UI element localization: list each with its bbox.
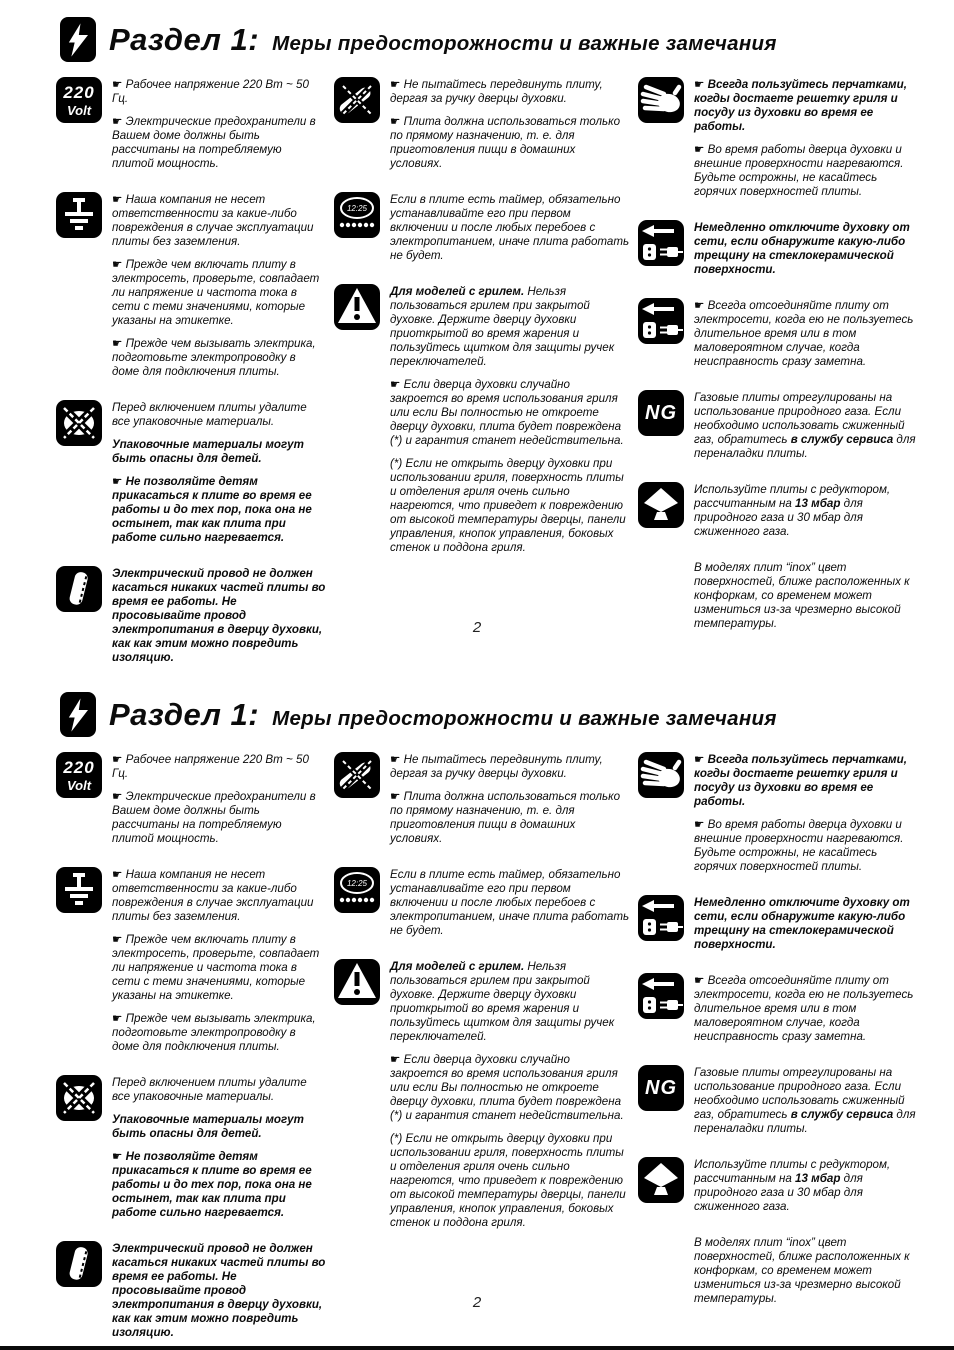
volt-value: 220 <box>63 82 95 102</box>
info-block <box>56 1075 326 1229</box>
paragraph <box>112 401 326 429</box>
paragraph <box>112 258 326 328</box>
ground-icon <box>56 867 102 913</box>
paragraph <box>694 221 920 277</box>
info-block <box>334 867 630 947</box>
timer-display: 12:25 <box>346 879 368 888</box>
volt-unit: Volt <box>66 102 92 118</box>
block-text <box>112 77 326 180</box>
paragraph <box>112 78 326 106</box>
text-run: Нельзя пользоваться грилем при закрытой духовке. Держите дверцу духовки приоткрытой во время жарения и пользуйтесь щитком для защиты ручек переключателей. <box>390 960 615 1043</box>
paragraph <box>112 567 326 665</box>
text-run: ☛ Электрические предохранители в Вашем доме должны быть рассчитаны на потребляемую плитой мощность. <box>112 790 316 845</box>
text-run: ☛ Если дверца духовки случайно закроется во время использования гриля или если Вы полностью не откроете дверцу духовки, плита будет повреждена (*) и гарантия станет недействительна. <box>390 1053 624 1122</box>
block-text <box>694 77 920 208</box>
column-2 <box>334 77 630 675</box>
unplug-icon <box>638 298 684 344</box>
section-header <box>0 675 954 737</box>
info-block <box>334 284 630 564</box>
paragraph <box>694 78 920 134</box>
text-run: ☛ Во время работы дверца духовки и внешние проверхности нагреваются. Будьте острожны, не касайтесь горячих поверхностей плиты. <box>694 818 904 873</box>
text-run: Используйте плиты с редуктором, рассчитанным на <box>694 483 891 510</box>
text-run: Если в плите есть таймер, обязательно устанавливайте его при первом включении и после любых перебоев с электропитанием, иначе плита работать не будет. <box>390 868 630 937</box>
text-run: ☛ Прежде чем включать плиту в электросеть, проверьте, совпадает ли напряжение и частота тока в сети с теми значениями, которые указаны на этикетке. <box>112 258 320 327</box>
ng-text: NG <box>645 402 677 424</box>
paragraph <box>390 790 630 846</box>
warning-icon <box>334 959 380 1005</box>
text-run: ☛ Плита должна использоваться только по прямому назначению, т. е. для приготовления пищи в домашних условиях. <box>390 790 621 845</box>
paragraph <box>112 1012 326 1054</box>
column-3 <box>638 77 920 675</box>
paragraph <box>112 868 326 924</box>
power-cord-icon <box>56 1241 102 1287</box>
paragraph <box>390 115 630 171</box>
text-run: (*) Если не открыть дверцу духовки при использовании гриля, поверхность плиты и отделения гриля очень сильно нагреются, что приведет к повреждению от высокой температуры дверцы, панели управления, кнопок управления, боковых стенок и поддона гриля. <box>390 1132 626 1229</box>
power-cord-icon <box>56 566 102 612</box>
volt-220-label <box>56 77 102 123</box>
timer-icon <box>334 192 380 238</box>
volt-220-label <box>56 752 102 798</box>
text-run: В моделях плит “inox” цвет поверхностей, ближе расположенных к конфоркам, со временем может измениться из-за чрезмерно высокой температуры. <box>694 561 910 630</box>
no-pull-handle-icon <box>334 752 380 798</box>
text-run: в службу сервиса <box>790 1108 894 1121</box>
column-3 <box>638 752 920 1350</box>
column-2 <box>334 752 630 1350</box>
no-pull-handle-icon <box>334 77 380 123</box>
paragraph <box>694 818 920 874</box>
text-run: ☛ Всегда отсоединяйте плиту от электросети, когда ею не пользуетесь длительное время или в том маловероятном случае, когда неисправность сразу заметна. <box>694 974 914 1043</box>
block-text <box>694 482 920 548</box>
paragraph <box>390 193 630 263</box>
info-block <box>334 77 630 180</box>
icon-spacer <box>638 1235 684 1281</box>
text-run: ☛ Всегда пользуйтесь перчатками, когды достаете решетку гриля и посуду из духовки во время ее работы. <box>694 753 907 808</box>
text-run: Для моделей с грилем. <box>390 960 528 973</box>
unplug-icon <box>638 895 684 941</box>
paragraph <box>694 753 920 809</box>
info-block <box>638 895 920 961</box>
text-run: для переналадки плиты. <box>694 1108 916 1135</box>
paragraph <box>390 753 630 781</box>
paragraph <box>112 1113 326 1141</box>
block-text <box>112 867 326 1063</box>
block-text <box>694 390 920 470</box>
paragraph <box>390 868 630 938</box>
paragraph <box>390 78 630 106</box>
section-title: Раздел 1: <box>109 696 260 732</box>
paragraph <box>390 960 630 1044</box>
block-text <box>390 284 630 564</box>
info-block <box>638 77 920 208</box>
block-text <box>694 895 920 961</box>
text-run: в службу сервиса <box>790 433 894 446</box>
text-run: ☛ Прежде чем вызывать электрика, подготовьте электропроводку в доме для подключения плиты. <box>112 337 316 378</box>
glove-icon <box>638 77 684 123</box>
content-columns <box>0 62 954 675</box>
warning-icon <box>334 284 380 330</box>
paragraph <box>112 1150 326 1220</box>
paragraph <box>112 1242 326 1340</box>
text-run: ☛ Не позволяйте детям прикасаться к плите во время ее работы и до тех пор, пока она не остынет, так как плита при работе сильно нагревается. <box>112 475 312 544</box>
page-number: 2 <box>472 1294 482 1311</box>
packaging-crossed-icon <box>56 1075 102 1121</box>
block-text <box>112 400 326 554</box>
block-text <box>390 77 630 180</box>
text-run: для переналадки плиты. <box>694 433 916 460</box>
column-1 <box>56 752 326 1350</box>
block-text <box>694 752 920 883</box>
block-text <box>694 1157 920 1223</box>
text-run: для природного газа и 30 мбар для сжиженного газа. <box>694 497 863 538</box>
block-text <box>694 220 920 286</box>
text-run: Газовые плиты отрегулированы на использование природного газа. Если необходимо использовать сжиженный газ, обратитесь <box>694 391 905 446</box>
info-block <box>56 192 326 388</box>
info-block <box>56 752 326 855</box>
text-run: 13 мбар <box>795 1172 841 1185</box>
content-columns <box>0 737 954 1350</box>
paragraph <box>694 483 920 539</box>
icon-spacer <box>638 560 684 606</box>
info-block <box>334 959 630 1239</box>
text-run: ☛ Если дверца духовки случайно закроется во время использования гриля или если Вы полностью не откроете дверцу духовки, плита будет повреждена (*) и гарантия станет недействительна. <box>390 378 624 447</box>
unplug-icon <box>638 973 684 1019</box>
text-run: Немедленно отключите духовку от сети, если обнаружите какую-либо трещину на стеклокерамической поверхности. <box>694 896 910 951</box>
text-run: Используйте плиты с редуктором, рассчитанным на <box>694 1158 891 1185</box>
paragraph <box>694 896 920 952</box>
section-header <box>0 0 954 62</box>
natural-gas-icon <box>638 390 684 436</box>
unplug-icon <box>638 220 684 266</box>
paragraph <box>694 1066 920 1136</box>
text-run: Электрический провод не должен касаться никаких частей плиты во время ее работы. Не просовывайте провод электропитания в дверцу духовки, как как этим можно повредить изоляцию. <box>112 567 326 664</box>
text-run: ☛ Прежде чем вызывать электрика, подготовьте электропроводку в доме для подключения плиты. <box>112 1012 316 1053</box>
info-block <box>638 1157 920 1223</box>
text-run: ☛ Не пытайтесь передвинуть плиту, дергая за ручку дверцы духовки. <box>390 78 603 105</box>
text-run: 13 мбар <box>795 497 841 510</box>
block-text <box>390 752 630 855</box>
gas-regulator-icon <box>638 1157 684 1203</box>
text-run: ☛ Наша компания не несет ответственности за какие-либо повреждения в случае эксплуатации плиты без заземления. <box>112 868 314 923</box>
paragraph <box>112 753 326 781</box>
block-text <box>694 973 920 1053</box>
text-run: В моделях плит “inox” цвет поверхностей, ближе расположенных к конфоркам, со временем может измениться из-за чрезмерно высокой температуры. <box>694 1236 910 1305</box>
block-text <box>112 752 326 855</box>
section-title-line <box>109 22 777 58</box>
block-text <box>390 867 630 947</box>
paragraph <box>694 391 920 461</box>
text-run: ☛ Рабочее напряжение 220 Вт ~ 50 Гц. <box>112 753 309 780</box>
glove-icon <box>638 752 684 798</box>
info-block <box>56 77 326 180</box>
section-subtitle: Меры предосторожности и важные замечания <box>272 31 777 55</box>
volt-unit: Volt <box>66 777 92 793</box>
volt-220-icon <box>56 77 102 123</box>
info-block <box>56 400 326 554</box>
text-run: Если в плите есть таймер, обязательно устанавливайте его при первом включении и после любых перебоев с электропитанием, иначе плита работать не будет. <box>390 193 630 262</box>
text-run: Упаковочные материалы могут быть опасны для детей. <box>112 1113 304 1140</box>
timer-icon <box>334 867 380 913</box>
section-subtitle: Меры предосторожности и важные замечания <box>272 706 777 730</box>
block-text <box>694 298 920 378</box>
paragraph <box>112 193 326 249</box>
section-title-line <box>109 697 777 733</box>
paragraph <box>390 457 630 555</box>
text-run: ☛ Рабочее напряжение 220 Вт ~ 50 Гц. <box>112 78 309 105</box>
info-block <box>638 220 920 286</box>
paragraph <box>112 475 326 545</box>
text-run: Для моделей с грилем. <box>390 285 528 298</box>
volt-value: 220 <box>63 757 95 777</box>
section-title: Раздел 1: <box>109 21 260 57</box>
lightning-icon <box>60 692 96 737</box>
info-block <box>638 752 920 883</box>
page-number: 2 <box>472 619 482 636</box>
text-run: Немедленно отключите духовку от сети, если обнаружите какую-либо трещину на стеклокерамической поверхности. <box>694 221 910 276</box>
info-block <box>334 192 630 272</box>
text-run: для природного газа и 30 мбар для сжиженного газа. <box>694 1172 863 1213</box>
text-run: Нельзя пользоваться грилем при закрытой духовке. Держите дверцу духовки приоткрытой во время жарения и пользуйтесь щитком для защиты ручек переключателей. <box>390 285 615 368</box>
text-run: Упаковочные материалы могут быть опасны для детей. <box>112 438 304 465</box>
natural-gas-icon <box>638 1065 684 1111</box>
paragraph <box>694 143 920 199</box>
ng-label <box>638 390 684 436</box>
text-run: ☛ Электрические предохранители в Вашем доме должны быть рассчитаны на потребляемую плитой мощность. <box>112 115 316 170</box>
block-text <box>390 959 630 1239</box>
info-block <box>638 482 920 548</box>
paragraph <box>112 438 326 466</box>
paragraph <box>112 1076 326 1104</box>
paragraph <box>390 378 630 448</box>
block-text <box>694 1065 920 1145</box>
paragraph <box>694 974 920 1044</box>
paragraph <box>112 337 326 379</box>
ground-icon <box>56 192 102 238</box>
paragraph <box>112 790 326 846</box>
text-run: Перед включением плиты удалите все упаковочные материалы. <box>112 1076 307 1103</box>
block-text <box>390 192 630 272</box>
info-block <box>56 867 326 1063</box>
paragraph <box>694 1158 920 1214</box>
info-block <box>638 1065 920 1145</box>
text-run: (*) Если не открыть дверцу духовки при использовании гриля, поверхность плиты и отделения гриля очень сильно нагреются, что приведет к повреждению от высокой температуры дверцы, панели управления, кнопок управления, боковых стенок и поддона гриля. <box>390 457 626 554</box>
gas-regulator-icon <box>638 482 684 528</box>
block-text <box>112 1075 326 1229</box>
volt-220-icon <box>56 752 102 798</box>
info-block <box>638 973 920 1053</box>
text-run: Газовые плиты отрегулированы на использование природного газа. Если необходимо использовать сжиженный газ, обратитесь <box>694 1066 905 1121</box>
paragraph <box>112 933 326 1003</box>
lightning-icon <box>60 17 96 62</box>
text-run: ☛ Всегда отсоединяйте плиту от электросети, когда ею не пользуетесь длительное время или в том маловероятном случае, когда неисправность сразу заметна. <box>694 299 914 368</box>
paragraph <box>694 299 920 369</box>
ng-text: NG <box>645 1077 677 1099</box>
page-copy-2 <box>0 675 954 1350</box>
text-run: ☛ Прежде чем включать плиту в электросеть, проверьте, совпадает ли напряжение и частота тока в сети с теми значениями, которые указаны на этикетке. <box>112 933 320 1002</box>
packaging-crossed-icon <box>56 400 102 446</box>
text-run: Перед включением плиты удалите все упаковочные материалы. <box>112 401 307 428</box>
info-block <box>638 298 920 378</box>
text-run: ☛ Плита должна использоваться только по прямому назначению, т. е. для приготовления пищи в домашних условиях. <box>390 115 621 170</box>
text-run: ☛ Не пытайтесь передвинуть плиту, дергая за ручку дверцы духовки. <box>390 753 603 780</box>
block-text <box>112 192 326 388</box>
text-run: Электрический провод не должен касаться никаких частей плиты во время ее работы. Не просовывайте провод электропитания в дверцу духовки, как как этим можно повредить изоляцию. <box>112 1242 326 1339</box>
info-block <box>638 390 920 470</box>
paragraph <box>390 285 630 369</box>
text-run: ☛ Во время работы дверца духовки и внешние проверхности нагреваются. Будьте острожны, не касайтесь горячих поверхностей плиты. <box>694 143 904 198</box>
text-run: ☛ Не позволяйте детям прикасаться к плите во время ее работы и до тех пор, пока она не остынет, так как плита при работе сильно нагревается. <box>112 1150 312 1219</box>
paragraph <box>112 115 326 171</box>
timer-display: 12:25 <box>346 204 368 213</box>
text-run: ☛ Наша компания не несет ответственности за какие-либо повреждения в случае эксплуатации плиты без заземления. <box>112 193 314 248</box>
column-1 <box>56 77 326 675</box>
paragraph <box>390 1053 630 1123</box>
info-block <box>334 752 630 855</box>
paragraph <box>390 1132 630 1230</box>
text-run: ☛ Всегда пользуйтесь перчатками, когды достаете решетку гриля и посуду из духовки во время ее работы. <box>694 78 907 133</box>
ng-label <box>638 1065 684 1111</box>
